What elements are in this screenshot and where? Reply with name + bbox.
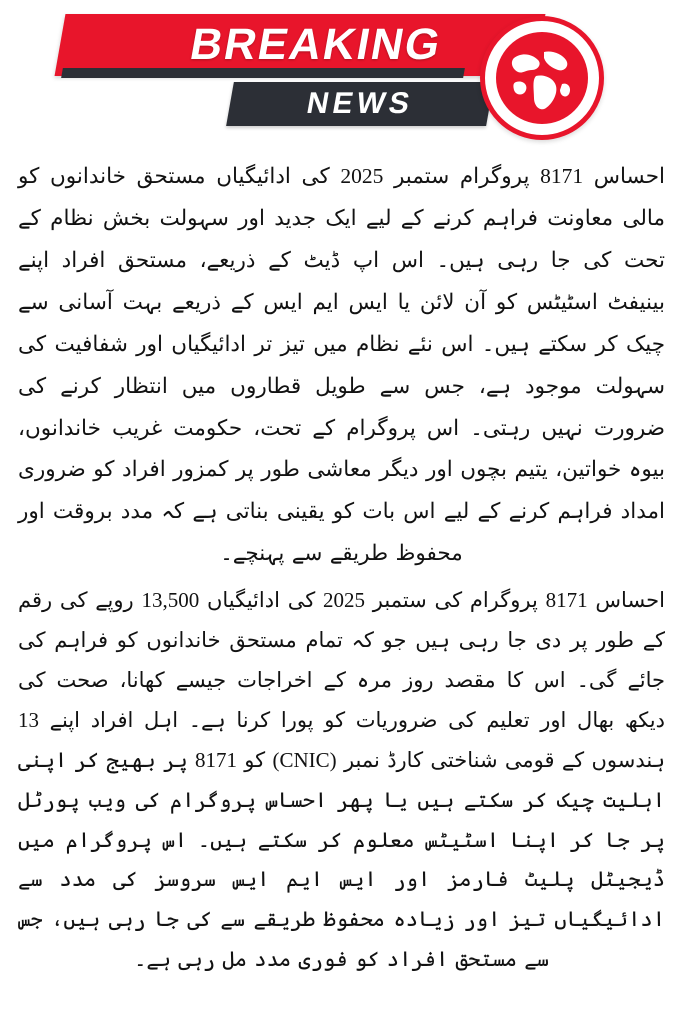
breaking-news-banner bbox=[0, 0, 683, 150]
banner-inner bbox=[60, 8, 620, 140]
article-paragraph-1: احساس 8171 پروگرام ستمبر 2025 کی ادائیگیاں مستحق خاندانوں کو مالی معاونت فراہم کرنے کے لیے ایک جدید اور سہولت بخش نظام کے تحت کی جا رہی ہیں۔ اس اپ ڈیٹ کے ذریعے، مستحق افراد اپنے بینیفٹ اسٹیٹس کو آن لائن یا ایس ایم ایس کے ذریعے بہت آسانی سے چیک کر سکتے ہیں۔ اس نئے نظام میں تیز تر ادائیگیاں اور شفافیت کی سہولت موجود ہے، جس سے طویل قطاروں میں انتظار کرنے کی ضرورت نہیں رہتی۔ اس پروگرام کے تحت، حکومت غریب خاندانوں، بیوہ خواتین، یتیم بچوں اور دیگر معاشی طور پر کمزور افراد کو ضروری امداد فراہم کرنے کے لیے اس بات کو یقینی بناتی ہے کہ مدد بروقت اور محفوظ طریقے سے پہنچے۔ bbox=[18, 164, 665, 566]
article-paragraph-2: احساس 8171 پروگرام کی ستمبر 2025 کی ادائیگیاں 13,500 روپے کی رقم کے طور پر دی جا رہی ہیں جو کہ تمام مستحق خاندانوں کو فراہم کی جائے گی۔ اس کا مقصد روز مرہ کے اخراجات جیسے کھانا، صحت کی دیکھ بھال اور تعلیم کی ضروریات کو پورا کرنا ہے۔ اہل افراد اپنے 13 ہندسوں کے قومی شناختی کارڈ نمبر (CNIC) کو 8171 پر بھیج کر اپنی اہلیت چیک کر سکتے ہیں یا پھر احساس پروگرام کی ویب پورٹل پر جا کر اپنا اسٹیٹس معلوم کر سکتے ہیں۔ اس پروگرام میں ڈیجیٹل پلیٹ فارمز اور ایس ایم ایس سروسز کی مدد سے ادائیگیاں تیز اور زیادہ محفوظ طریقے سے کی جا رہی ہیں، جس سے مستحق افراد کو فوری مدد مل رہی ہے۔ bbox=[18, 588, 666, 972]
article-body bbox=[0, 150, 683, 980]
news-label: NEWS bbox=[304, 87, 416, 120]
globe-logo bbox=[480, 16, 604, 140]
breaking-label: BREAKING bbox=[186, 20, 446, 69]
globe-icon bbox=[492, 28, 592, 128]
